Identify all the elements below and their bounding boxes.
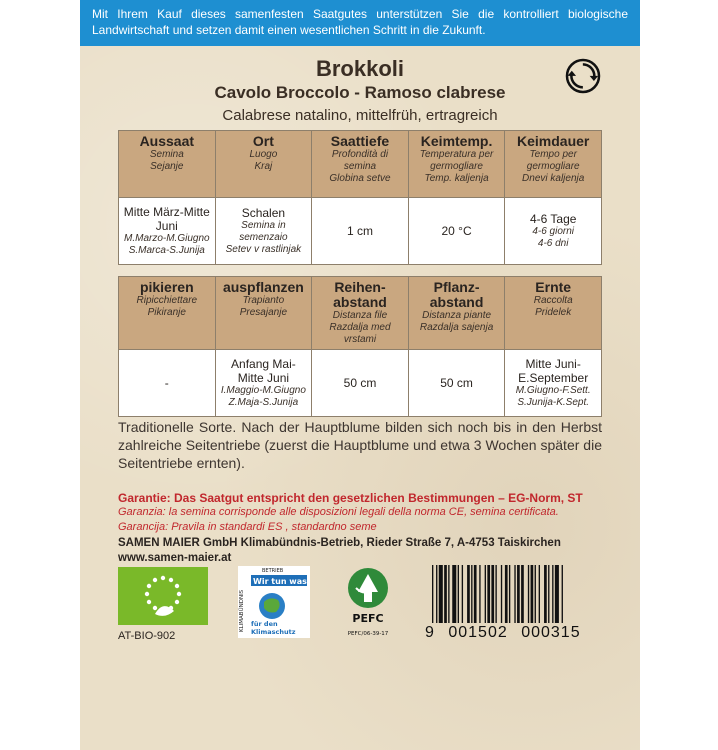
header-saattiefe — [312, 131, 409, 198]
sowing-header-row — [119, 131, 602, 198]
barcode-bar — [562, 565, 563, 623]
header-ort — [215, 131, 312, 198]
value-keimtemp — [408, 198, 505, 265]
guarantee-de: Garantie: Das Saatgut entspricht den gesetzlichen Bestimmungen – EG-Norm, ST — [118, 491, 583, 505]
organic-banner: Mit Ihrem Kauf dieses samenfesten Saatgutes unterstützen Sie die kontrolliert biologische Landwirtschaft und setzen damit einen wesentlichen Schritt in die Zukunft. — [80, 0, 640, 46]
header-label: Saattiefe — [330, 133, 390, 149]
header-it: Raccolta — [533, 295, 573, 306]
header-label: pikieren — [139, 279, 194, 295]
product-variety: Calabrese natalino, mittelfrüh, ertragreich — [222, 107, 498, 124]
value-main: Mitte März-Mitte Juni — [123, 205, 210, 233]
header-it: Distanza piante — [422, 310, 492, 321]
klima-bottom-text-2: Klimaschutz — [251, 628, 296, 636]
company-website: www.samen-maier.at — [118, 552, 232, 564]
header-sl: Razdalja sajenja — [419, 322, 494, 333]
header-label: Pflanz-abstand — [429, 279, 484, 310]
barcode-bar — [544, 565, 547, 623]
barcode-bar — [479, 565, 480, 623]
barcode-bar — [462, 565, 463, 623]
value-aussaat — [119, 198, 216, 265]
header-label: Reihen-abstand — [333, 279, 387, 310]
header-pikieren — [119, 277, 216, 350]
barcode-bar — [467, 565, 470, 623]
value-main: 50 cm — [440, 376, 473, 390]
header-it: Luogo — [249, 149, 278, 160]
value-main: - — [164, 376, 169, 390]
barcode-bar — [514, 565, 515, 623]
barcode-bar — [528, 565, 529, 623]
guarantee-it: Garanzia: la semina corrisponde alle disposizioni legali della norma CE, semina certificata. — [118, 506, 559, 518]
header-it: Profondità di semina — [331, 149, 389, 172]
value-it: M.Giugno-F.Sett. — [515, 385, 591, 396]
barcode-bar — [485, 565, 486, 623]
header-sl: Presajanje — [239, 307, 288, 318]
header-reihenabstand — [312, 277, 409, 350]
value-sl: Setev v rastlinjak — [225, 244, 302, 255]
value-sl: Z.Maja-S.Junija — [228, 397, 299, 408]
barcode-bar — [517, 565, 520, 623]
header-sl: Globina setve — [329, 173, 391, 184]
value-it: 4-6 giorni — [532, 226, 575, 237]
header-it: Semina — [149, 149, 184, 160]
value-main: 50 cm — [343, 376, 377, 390]
pefc-text: PEFC — [352, 612, 384, 625]
value-it: M.Marzo-M.Giugno — [124, 233, 210, 244]
value-saattiefe — [312, 198, 409, 265]
header-sl: Pikiranje — [147, 307, 186, 318]
header-label: Keimtemp. — [420, 133, 493, 149]
value-it: Semina in semenzaio — [239, 220, 288, 243]
barcode-bar — [552, 565, 553, 623]
value-main: 4-6 Tage — [529, 212, 577, 226]
barcode-bar — [555, 565, 559, 623]
value-main: Schalen — [241, 206, 286, 220]
planting-value-row — [119, 350, 602, 417]
variety-description: Traditionelle Sorte. Nach der Hauptblume bilden sich noch bis in den Herbst zahlreiche Seitentriebe (zuerst die Hauptblume und etwa 3 Wochen später die Seitentriebe ernten). — [118, 419, 602, 471]
barcode-bar — [471, 565, 472, 623]
product-name: Brokkoli — [315, 56, 405, 81]
value-ort — [215, 198, 312, 265]
header-it: Temperatura per germogliare — [419, 149, 494, 172]
value-sl: 4-6 dni — [537, 238, 569, 249]
eu-organic-logo-icon — [118, 567, 208, 625]
sowing-table — [118, 130, 602, 265]
company-address: SAMEN MAIER GmbH Klimabündnis-Betrieb, Rieder Straße 7, A-4753 Taiskirchen — [118, 537, 561, 549]
product-italian-name: Cavolo Broccolo - Ramoso clabrese — [214, 83, 506, 102]
barcode-bar — [491, 565, 494, 623]
seed-packet — [80, 0, 640, 750]
header-sl: Kraj — [254, 161, 273, 172]
value-sl: S.Marca-S.Junija — [128, 245, 205, 256]
barcode-bar — [501, 565, 502, 623]
header-it: Ripicchiettare — [136, 295, 198, 306]
barcode-digit-first: 9 — [425, 624, 435, 641]
eu-organic-code: AT-BIO-902 — [118, 630, 176, 642]
klima-top-text: Wir tun was — [253, 577, 307, 586]
header-it: Tempo per germogliare — [526, 149, 580, 172]
value-main: 1 cm — [346, 224, 373, 238]
header-pflanzabstand — [408, 277, 505, 350]
value-reihenabstand — [312, 350, 409, 417]
header-sl: Razdalja med vrstami — [329, 322, 391, 345]
value-main: 20 °C — [441, 224, 472, 238]
value-pikieren — [119, 350, 216, 417]
barcode-bar — [452, 565, 456, 623]
barcode-bar — [432, 565, 433, 623]
sowing-value-row — [119, 198, 602, 265]
barcode-digits-last: 000315 — [521, 624, 581, 641]
barcode-bar — [436, 565, 437, 623]
header-sl: Pridelek — [535, 307, 572, 318]
header-label: Aussaat — [139, 133, 195, 149]
barcode-bar — [474, 565, 477, 623]
barcode-bar — [439, 565, 443, 623]
green-dot-icon — [565, 58, 601, 94]
header-keimtemp — [408, 131, 505, 198]
barcode-digits-mid: 001502 — [448, 624, 508, 641]
klima-bottom-text-1: für den — [251, 620, 278, 628]
header-label: Keimdauer — [517, 133, 590, 149]
value-ernte — [505, 350, 602, 417]
barcode-bar — [505, 565, 508, 623]
klima-betrieb-text: BETRIEB — [262, 568, 284, 574]
barcode-number — [425, 624, 581, 642]
barcode-bar — [548, 565, 549, 623]
planting-table — [118, 276, 602, 417]
value-main: Mitte Juni-E.September — [518, 357, 589, 385]
pefc-code-text: PEFC/06-39-17 — [347, 631, 389, 637]
barcode-bar — [487, 565, 490, 623]
header-aussaat — [119, 131, 216, 198]
header-label: Ort — [252, 133, 274, 149]
climate-alliance-logo-icon — [238, 566, 310, 638]
header-sl: Sejanje — [150, 161, 184, 172]
value-pflanzabstand — [408, 350, 505, 417]
barcode-bar — [495, 565, 496, 623]
header-auspflanzen — [215, 277, 312, 350]
value-main: Anfang Mai-Mitte Juni — [231, 357, 296, 385]
header-ernte — [505, 277, 602, 350]
header-sl: Dnevi kaljenja — [522, 173, 585, 184]
planting-header-row — [119, 277, 602, 350]
guarantee-sl: Garancija: Pravila in standardi ES , standardno seme — [118, 521, 377, 533]
header-it: Trapianto — [242, 295, 285, 306]
barcode-bar — [521, 565, 524, 623]
barcode-bar — [509, 565, 510, 623]
header-keimdauer — [505, 131, 602, 198]
barcode-bar — [531, 565, 534, 623]
barcode-bar — [535, 565, 536, 623]
klima-side-text: KLIMABÜNDNIS — [239, 589, 245, 632]
value-keimdauer — [505, 198, 602, 265]
pefc-logo-icon — [338, 566, 398, 638]
barcode-bar — [444, 565, 447, 623]
header-it: Distanza file — [332, 310, 388, 321]
value-auspflanzen — [215, 350, 312, 417]
barcode-bar — [458, 565, 459, 623]
header-sl: Temp. kaljenja — [424, 173, 489, 184]
value-sl: S.Junija-K.Sept. — [517, 397, 590, 408]
header-label: auspflanzen — [222, 279, 304, 295]
value-it: I.Maggio-M.Giugno — [220, 385, 306, 396]
barcode-icon — [428, 565, 630, 625]
header-label: Ernte — [535, 279, 572, 295]
barcode-bar — [448, 565, 449, 623]
barcode-bar — [539, 565, 540, 623]
